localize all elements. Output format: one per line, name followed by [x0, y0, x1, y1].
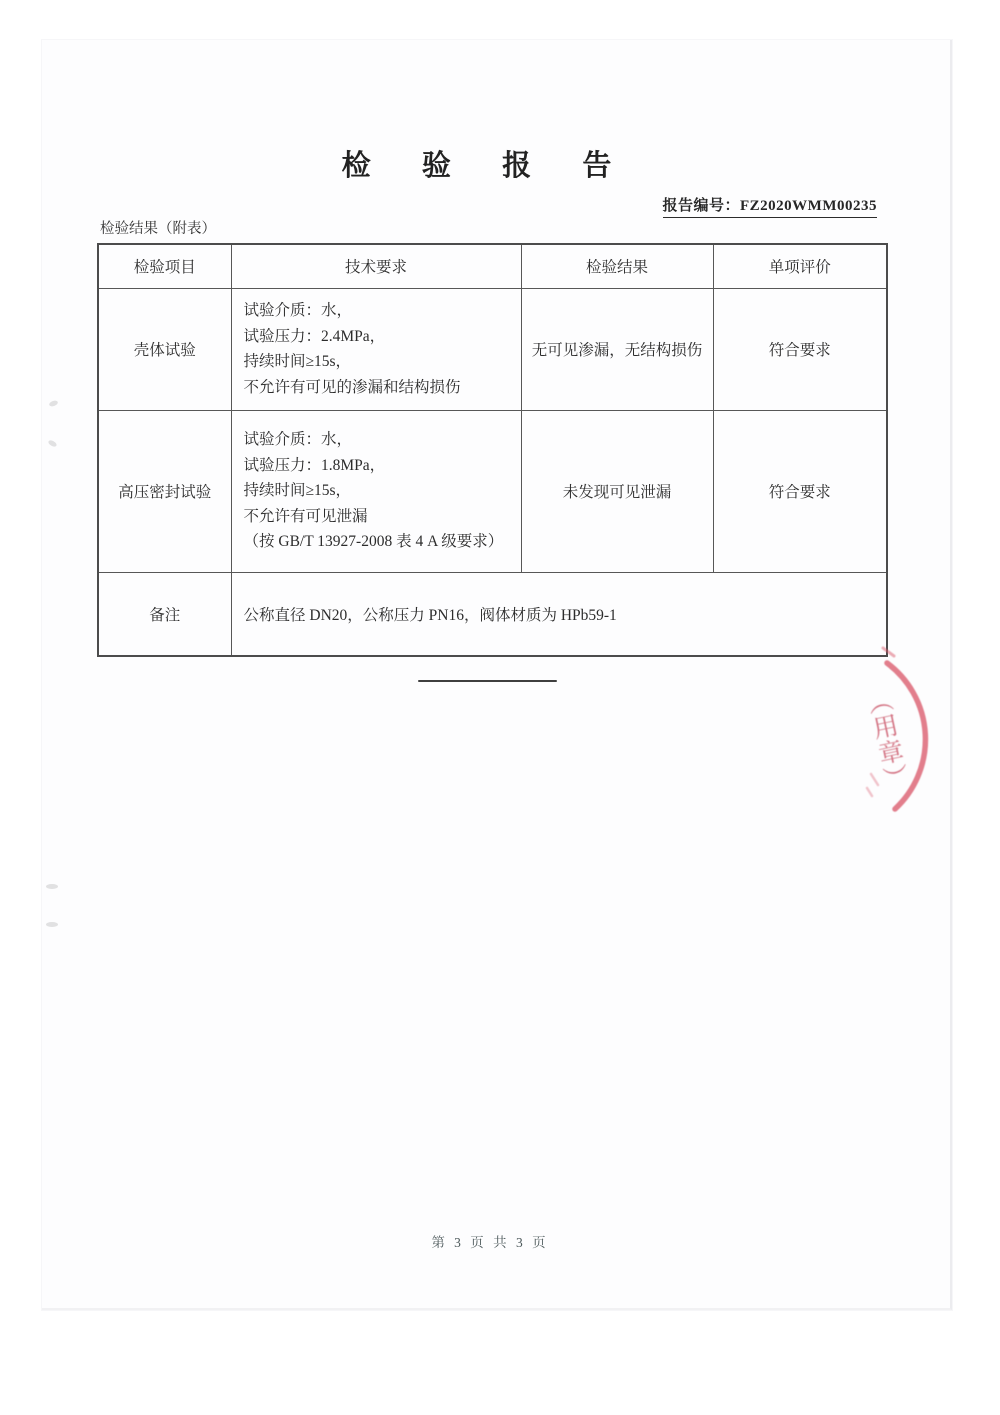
requirement-line: 持续时间≥15s，: [243, 353, 352, 370]
row2-result: 未发现可见泄漏: [521, 410, 713, 572]
row2-requirements: [231, 410, 521, 572]
table-row: [98, 410, 887, 572]
table-header-row: [98, 244, 887, 288]
requirement-line: 持续时间≥15s，: [243, 482, 352, 500]
red-stamp: [805, 636, 955, 841]
scan-artifact: [46, 922, 58, 927]
requirement-line: 试验压力：2.4MPa，: [243, 327, 386, 345]
requirement-line: 不允许有可见的渗漏和结构损伤: [243, 378, 461, 396]
header-item-evaluation: 单项评价: [713, 244, 887, 288]
row2-item: 高压密封试验: [98, 410, 231, 572]
page-number: 第 3 页 共 3 页: [431, 1235, 549, 1250]
requirement-line: 试验压力：1.8MPa，: [243, 456, 386, 474]
header-inspection-result: 检验结果: [521, 244, 713, 288]
requirement-line: 试验介质：水，: [243, 302, 353, 319]
requirement-line: 试验介质：水，: [243, 431, 353, 449]
row1-requirements: [231, 288, 521, 410]
header-inspection-item: 检验项目: [98, 244, 231, 288]
row1-evaluation: 符合要求: [713, 288, 887, 410]
header-technical-requirements: 技术要求: [231, 244, 521, 288]
requirement-line: （按 GB/T 13927-2008 表 4 A 级要求）: [243, 533, 504, 551]
report-number: [663, 194, 878, 218]
scan-artifact: [46, 884, 58, 889]
document-title: 检 验 报 告: [341, 150, 634, 182]
inspection-results-table: [97, 243, 888, 657]
report-number-value: FZ2020WMM00235: [740, 198, 877, 214]
stamp-center-text: （用章）: [861, 686, 910, 794]
row1-result: 无可见渗漏，无结构损伤: [521, 288, 713, 410]
end-of-report-rule: [418, 680, 557, 682]
remarks-label: 备注: [98, 572, 231, 656]
row2-evaluation: 符合要求: [713, 410, 887, 572]
remarks-row: [98, 572, 887, 656]
table-row: [98, 288, 887, 410]
requirement-line: 不允许有可见泄漏: [243, 507, 368, 525]
remarks-value: 公称直径 DN20，公称压力 PN16，阀体材质为 HPb59-1: [231, 572, 887, 656]
table-caption: 检验结果（附表）: [100, 221, 216, 237]
row1-item: 壳体试验: [98, 288, 231, 410]
report-number-label: 报告编号：: [662, 198, 741, 214]
